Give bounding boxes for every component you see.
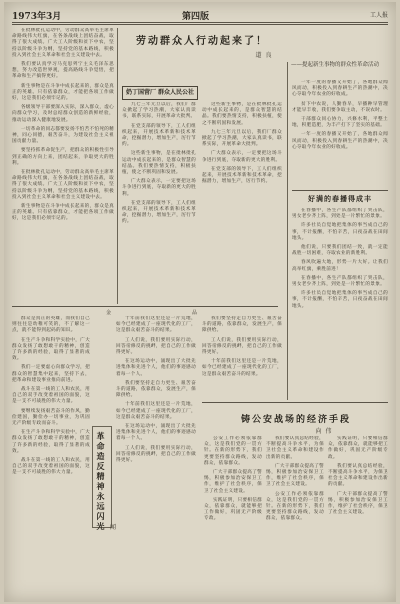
masthead-rule [12,22,388,23]
paragraph: 一切革命的同志都要发扬不怕苦不怕死的精神，同心同德，艰苦奋斗，为建设社会主义祖国贡献力量。 [12,126,114,145]
paragraph: 要继续发扬艰苦奋斗的作风，勤俭建国，勤俭办一切事业，为巩固无产阶级专政而奋斗。 [12,408,90,427]
paragraph: 九七三年元旦以后，我们厂群众掀起了学习热潮，大家认真读书，联系实际，开展革命大批判。 [202,129,282,148]
paragraph: 战斗在第一线的工人和农民，用自己的双手改变着祖国的面貌，这是一支不可战胜的伟大力量。 [12,458,90,476]
main-subhead: ——提起新生事物的群众性革命活动 [290,62,379,68]
paragraph: 这些新生事物，是在批林批孔运动中成长起来的，是群众智慧的结晶。我们要热情支持，积极扶植，使之不断巩固和发展。 [202,102,282,126]
paragraph: 十年前我们这里还是一片荒地，如今已经建成了一座现代化的工厂，这是群众艰苦奋斗的结果。 [116,316,196,334]
paragraph: 许多社员自觉地把集体的事当成自己的事，不计报酬，不怕辛苦，日夜奋战在田间地头。 [292,223,388,241]
masthead [12,6,388,22]
paragraph: 在这场运动中，涌现出了大批先进集体和先进个人，他们的事迹感动着每一个人。 [116,359,196,377]
ornament-mark: 品 [192,310,198,316]
paragraph: 这些新生事物，是在批林批孔运动中成长起来的，是群众智慧的结晶。我们要热情支持，积极扶植，使之不断巩固和发展。 [122,151,196,176]
paragraph: 在批林批孔运动中，劳动群众高举毛主席革命路线伟大红旗，在各条战线上团结奋战，取得了很大成绩。广大工人阶级和贫下中农，坚持以阶级斗争为纲，坚持党的基本路线，积极投入到社会主义革命和社会主义建设中去。 [12,28,114,58]
paragraph: 广大干部群众提高了警惕，积极参加治安保卫工作，维护了社会秩序，保卫了社会主义建设。 [266,463,324,488]
page-number: 第四版 [182,12,210,22]
paragraph: 他们说，只要我们团结一致，就一定能战胜一切困难，夺取农业的新胜利。 [292,245,388,257]
column-divider [117,28,118,304]
right-column-text [292,80,388,188]
column-divider [287,62,288,400]
right-column-lower-text [292,208,388,398]
right-section-title: 好满的春播得成丰 [308,194,372,203]
section-rule [292,190,388,191]
left-lower-text [12,316,90,596]
paragraph: 工人们说，我们要用实际行动，回答帝修反的挑衅，把自己的工作做得更好。 [202,337,282,356]
paragraph: 许多社员自觉地把集体的事当成自己的事，不计报酬，不怕辛苦，日夜奋战在田间地头。 [292,291,388,309]
paragraph: 在这场运动中，涌现出了大批先进集体和先进个人，他们的事迹感动着每一个人。 [116,424,196,442]
paragraph: 春风吹遍大地，形势一片大好。让我们高举红旗，乘胜前进！ [292,260,388,272]
paragraph: 新生事物是在斗争中成长起来的，群众是真正的英雄。只有依靠群众，才能把各项工作做好，这是我们必须牢记的。 [12,83,114,102]
paragraph: 工人们说，我们要用实际行动，回答帝修反的挑衅，把自己的工作做得更好。 [116,337,196,356]
middle-column-text [122,102,196,302]
paragraph: 广大干部群众提高了警惕，积极参加治安保卫工作，维护了社会秩序，保卫了社会主义建设。 [204,470,262,494]
paragraph: 在春播中，各生产队都组织了突击队，男女老少齐上阵，到处是一片繁忙的景象。 [292,208,388,220]
ornament-mark: 金 [106,310,112,316]
bottom-headline: 铸公安战场的经济手段 [240,415,351,425]
paragraph: 广大群众表示，一定要把这场斗争进行到底，夺取新的更大的胜利。 [202,151,282,163]
ornament-mark: 闻 [110,524,117,531]
bottom-byline: 向 伟 [315,428,333,435]
bottom-column-1 [204,436,262,598]
paragraph: 在批林批孔运动中，劳动群众高举毛主席革命路线伟大红旗，在各条战线上团结奋战，取得了很大成绩。广大工人阶级和贫下中农，坚持以阶级斗争为纲，坚持党的基本路线，积极投入到社会主义革命和社会主义建设中去。 [12,170,114,200]
paragraph: 我们要坚持走自力更生、艰苦奋斗的道路，依靠群众，发展生产，保障供给。 [116,380,196,399]
paragraph: 在春播中，各生产队都组织了突击队，男女老少齐上阵，到处是一片繁忙的景象。 [292,275,388,288]
paragraph: 要坚持抓革命促生产，把群众的积极性引导到正确的方向上来，团结起来，争取更大的胜利。 [12,148,114,166]
paragraph: 广大群众表示，一定要把这场斗争进行到底，夺取新的更大的胜利。 [122,179,196,197]
paragraph: 在生产斗争和科学实验中，广大群众发扬了敢想敢干的精神，创造了许多新的经验，取得了显著的成效。 [12,337,90,362]
paragraph: 贫下中农说，人勤春早，早播种早管理才能早丰收，我们要争取主动，不误农时。 [292,101,388,113]
paper-name: 工人报 [369,12,388,19]
middle-column-2-text [202,102,282,302]
paragraph: 干部群众同心协力，兴修水利，平整土地，积肥造肥，为丰产打下了坚实的基础。 [292,117,388,129]
masthead-rule-2 [12,24,388,25]
paragraph: 十年前我们这里还是一片荒地，如今已经建成了一座现代化的工厂，这是群众艰苦奋斗的结果。 [202,359,282,377]
paragraph: 各级领导干部要深入实际，深入群众，虚心向群众学习，及时总结群众创造的新鲜经验，推动运动深入健康地发展。 [12,105,114,123]
paragraph: 新生事物是在斗争中成长起来的，群众是真正的英雄。只有依靠群众，才能把各项工作做好，这是我们必须牢记的。 [12,204,114,222]
paragraph: 公安工作必须依靠群众，这是我们党的一贯方针。在新的形势下，我们更要坚持群众路线，发动群众，依靠群众。 [266,491,324,522]
paragraph: 在生产斗争和科学实验中，广大群众发扬了敢想敢干的精神，创造了许多新的经验，取得了显著的成效。 [12,430,90,454]
paragraph: 我们一定要虚心向群众学习，把群众的智慧集中起来，坚持下去，把革命和建设事业推向前进。 [12,365,90,383]
newspaper-page [4,2,396,602]
paragraph: 我们要认真学习马克思列宁主义毛泽东思想，努力改造世界观，提高路线斗争觉悟，把革命和生产搞得更好。 [12,62,114,80]
section-rule [12,306,278,307]
vertical-title: 革命造反精神永远闪光 [96,432,106,532]
paragraph: 战斗在第一线的工人和农民，用自己的双手改变着祖国的面貌，这是一支不可战胜的伟大力量。 [12,387,90,405]
paragraph: 广大干部群众提高了警惕，积极参加治安保卫工作，维护了社会秩序，保卫了社会主义建设。 [328,491,388,516]
paragraph: 在党支部的领导下，工人们组织起来，开展技术革新和技术革命，挖掘潜力，增加生产，厉行节约。 [122,123,196,148]
paragraph: 公安工作必须依靠群众，这是我们党的一贯方针。在新的形势下，我们更要坚持群众路线，发动群众，依靠群众。 [204,436,262,466]
paragraph: 十年前我们这里还是一片荒地，如今已经建成了一座现代化的工厂，这是群众艰苦奋斗的结果。 [116,402,196,420]
paragraph: 在党支部的领导下，工人们组织起来，开展技术革新和技术革命，挖掘潜力，增加生产，厉行节约。 [202,166,282,185]
main-headline: 劳动群众人行动起来了！ [136,36,268,47]
section-caption-box: 奶丁国营厂 群众人民公社 [122,86,198,100]
paragraph: 工人们说，我们要用实际行动，回答帝修反的挑衅，把自己的工作做得更好。 [116,445,196,464]
paragraph: 群众是真正的英雄，而我们自己则往往是幼稚可笑的，不了解这一点，就不能得到起码的知识。 [12,316,90,334]
issue-date: 1973年3月 [12,12,62,22]
paragraph: 一年一度的春播又开始了，各地群众闻风而动，积极投入到春耕生产的热潮中，决心夺取今年农业的好收成。 [292,132,388,150]
left-column-text [12,28,114,306]
paragraph: 我们要认真总结经验，不断提高斗争水平，为保卫社会主义革命和建设作出新的贡献。 [328,463,388,488]
bottom-column-3 [328,436,388,598]
paragraph: 九七三年元旦以后，我们厂群众掀起了学习热潮，大家认真读书，联系实际，开展革命大批判。 [122,102,196,120]
middle-lower-text [116,316,196,596]
bottom-column-2 [266,436,324,598]
paragraph: 我们要认真总结经验，不断提高斗争水平，为保卫社会主义革命和建设作出新的贡献。 [266,436,324,460]
paragraph: 一年一度的春播又开始了，各地群众闻风而动，积极投入到春耕生产的热潮中，决心夺取今年农业的好收成。 [292,80,388,98]
paragraph: 在党支部的领导下，工人们组织起来，开展技术革新和技术革命，挖掘潜力，增加生产，厉行节约。 [122,200,196,225]
section-rule [202,402,388,403]
paragraph: 实践证明，只要相信群众，依靠群众，就能够把工作做好，巩固无产阶级专政。 [328,436,388,460]
middle-lower-2-text [202,316,282,416]
paragraph: 实践证明，只要相信群众，依靠群众，就能够把工作做好，巩固无产阶级专政。 [204,497,262,522]
paragraph: 我们要坚持走自力更生、艰苦奋斗的道路，依靠群众，发展生产，保障供给。 [202,316,282,334]
main-byline: 道 良 [255,52,273,59]
